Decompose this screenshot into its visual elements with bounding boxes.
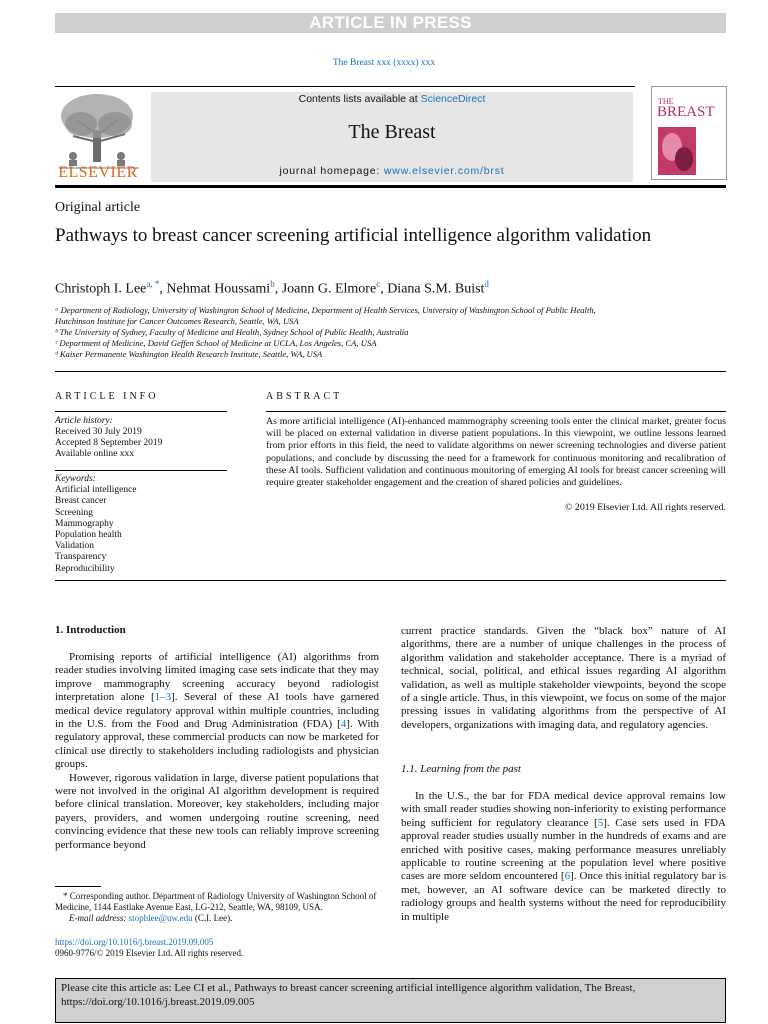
citation-text: Please cite this article as: Lee CI et al., Pathways to breast cancer screening artificial intelligence algorithm validation, The Breast, https://doi.org/10.1016/j.breast.2019.09.005 bbox=[61, 982, 636, 1008]
abstract-copyright: © 2019 Elsevier Ltd. All rights reserved. bbox=[564, 502, 726, 513]
keyword: Population health bbox=[55, 530, 122, 541]
journal-cover-thumbnail[interactable] bbox=[651, 86, 727, 180]
author-list bbox=[55, 279, 489, 298]
paragraph: In the U.S., the bar for FDA medical device approval remains low with small reader studies showing non-inferiority to existing performance being sufficient for regulatory clearance [5]. Case sets used in FDA approval reader studies usually number in the hundreds of exams and are enriched with positive cases, making performance measures unreliably applicable to routine screening at the population level where positive cases are more seldom encountered [6]. Once this initial regulatory bar is met, however, an AI software device can be marketed directly to radiology groups and health systems without the need for reproducibility in multiple bbox=[401, 790, 726, 923]
footnote bbox=[55, 891, 385, 924]
cover-image-icon bbox=[658, 127, 696, 175]
author-name[interactable]: Nehmat Houssami bbox=[166, 281, 271, 297]
abstract-heading: ABSTRACT bbox=[266, 391, 343, 402]
corresponding-author-note: * Corresponding author. Department of Radiology University of Washington School of Medicine, 1144 Eastlake Avenue East, LG-212, Seattle, WA, 98109, USA. bbox=[55, 891, 377, 912]
keywords-rule bbox=[55, 470, 227, 471]
history-item: Received 30 July 2019 bbox=[55, 427, 142, 437]
section-heading-introduction: 1. Introduction bbox=[55, 624, 126, 636]
publisher-wordmark: ELSEVIER bbox=[58, 164, 138, 181]
email-suffix: (C.I. Lee). bbox=[194, 913, 233, 923]
article-in-press-banner: ARTICLE IN PRESS bbox=[55, 13, 726, 33]
cover-breast-text: BREAST bbox=[657, 104, 715, 120]
contents-prefix: Contents lists available at bbox=[298, 93, 418, 105]
keyword: Transparency bbox=[55, 552, 107, 563]
reference-link[interactable]: 4 bbox=[340, 718, 347, 731]
email-link[interactable]: stophlee@uw.edu bbox=[128, 913, 193, 923]
author-name[interactable]: Joann G. Elmore bbox=[281, 281, 377, 297]
affiliation-line: ᵈ Kaiser Permanente Washington Health Research Institute, Seattle, WA, USA bbox=[55, 349, 323, 359]
author-affiliation-marker[interactable]: d bbox=[484, 279, 489, 289]
affiliation-line: Hutchinson Institute for Cancer Outcomes Research, Seattle, WA, USA bbox=[55, 316, 299, 326]
article-type: Original article bbox=[55, 200, 141, 215]
article-info-rule bbox=[55, 411, 227, 412]
author-name[interactable]: Christoph I. Lee bbox=[55, 281, 147, 297]
keywords-list bbox=[55, 474, 137, 575]
footnote-rule bbox=[55, 886, 101, 887]
affiliations bbox=[55, 305, 735, 360]
journal-citation-link[interactable]: The Breast xxx (xxxx) xxx bbox=[332, 58, 436, 68]
history-item: Accepted 8 September 2019 bbox=[55, 438, 163, 448]
header-rule-top bbox=[55, 86, 635, 87]
sciencedirect-link[interactable]: ScienceDirect bbox=[420, 93, 486, 105]
keyword: Validation bbox=[55, 541, 95, 552]
paragraph: current practice standards. Given the “black box” nature of AI algorithms, there are a number of unique challenges in the process of algorithm validation and stakeholder acceptance. There is a myriad of technical, social, political, and ethical issues regarding AI algorithm validation, as well as multiple stakeholder viewpoints, beyond the scope of a single article. Thus, in this viewpoint, we focus on some of the major pressing issues in validating algorithms from the perspective of AI developers, organizations with imaging data, and regulatory agencies. bbox=[401, 625, 726, 731]
body-column-left bbox=[55, 651, 379, 852]
abstract-text: As more artificial intelligence (AI)-enhanced mammography screening tools enter the clinical market, greater focus will be placed on external validation in diverse patient populations. In this viewpoint, we outline lessons learned from prior efforts in this field, the need to validate algorithms on newer screening technologies and diverse patient populations, and conclude by discussing the need for a framework for continuous monitoring and recalibration of these AI tools. Sufficient validation and continuous monitoring of emerging AI tools for breast cancer screening will require greater stakeholder engagement and the creation of shared policies and guidelines. bbox=[266, 416, 726, 489]
affiliation-line: ᶜ Department of Medicine, David Geffen School of Medicine at UCLA, Los Angeles, CA, USA bbox=[55, 338, 377, 348]
header-rule-bottom bbox=[55, 185, 726, 188]
body-column-right-continued bbox=[401, 790, 726, 924]
cover-the-text: THE bbox=[658, 97, 674, 106]
paragraph: However, rigorous validation in large, diverse patient populations that were not involved in the original AI algorithm development is required before clinical translation. Moreover, key stakeholders, including major payers, providers, and women undergoing routine screening, need convincing evidence that these new tools can reliably improve screening performance beyond bbox=[55, 771, 379, 851]
abstract-rule bbox=[266, 411, 726, 412]
section-rule bbox=[55, 371, 726, 372]
keyword: Reproducibility bbox=[55, 563, 115, 574]
history-item: Available online xxx bbox=[55, 449, 134, 459]
reference-link[interactable]: 1–3 bbox=[154, 691, 172, 704]
journal-title: The Breast bbox=[348, 121, 436, 143]
elsevier-logo[interactable] bbox=[55, 90, 145, 182]
keyword: Breast cancer bbox=[55, 496, 107, 507]
homepage-prefix: journal homepage: bbox=[279, 165, 381, 177]
author-separator: , bbox=[274, 281, 282, 297]
contents-line bbox=[151, 93, 633, 105]
keyword: Screening bbox=[55, 507, 93, 518]
author-separator: , bbox=[380, 281, 388, 297]
author-affiliation-marker[interactable]: b bbox=[270, 279, 275, 289]
section-rule bbox=[55, 580, 726, 581]
keywords-label: Keywords: bbox=[55, 474, 96, 484]
doi-block bbox=[55, 937, 243, 959]
reference-link[interactable]: 6 bbox=[564, 870, 571, 883]
article-history bbox=[55, 416, 162, 460]
paragraph: Promising reports of artificial intelligence (AI) algorithms from reader studies involving limited imaging case sets indicate that they may improve mammography screening accuracy beyond radiologist interpretation alone [1–3]. Several of these AI tools have garnered medical device regulatory approval within multiple countries, including in the U.S. from the Food and Drug Administration (FDA) [4]. With regulatory approval, these commercial products can now be marketed for clinical use directly to stakeholders including radiologists and physician groups. bbox=[55, 651, 379, 771]
affiliation-line: ᵃ Department of Radiology, University of Washington School of Medicine, Department of Health Services, University of Washington School of Public Health, bbox=[55, 305, 596, 315]
journal-homepage-line bbox=[151, 165, 633, 177]
author-affiliation-marker[interactable]: c bbox=[376, 279, 381, 289]
history-label: Article history: bbox=[55, 416, 113, 426]
author-separator: , bbox=[159, 281, 167, 297]
keyword: Artificial intelligence bbox=[55, 485, 137, 496]
issn-line: 0960-9776/© 2019 Elsevier Ltd. All rights reserved. bbox=[55, 948, 244, 958]
doi-link[interactable]: https://doi.org/10.1016/j.breast.2019.09.005 bbox=[55, 937, 214, 947]
article-info-heading: ARTICLE INFO bbox=[55, 391, 159, 402]
author-affiliation-marker[interactable]: a, * bbox=[146, 279, 160, 289]
article-title: Pathways to breast cancer screening artificial intelligence algorithm validation bbox=[55, 225, 652, 246]
reference-link[interactable]: 5 bbox=[597, 816, 604, 829]
homepage-link[interactable]: www.elsevier.com/brst bbox=[383, 165, 505, 177]
body-column-right bbox=[401, 625, 726, 732]
affiliation-line: ᵇ The University of Sydney, Faculty of Medicine and Health, Sydney School of Public Health, Australia bbox=[55, 327, 409, 337]
email-label: E-mail address: bbox=[69, 913, 127, 923]
subsection-heading: 1.1. Learning from the past bbox=[401, 763, 521, 775]
keyword: Mammography bbox=[55, 518, 114, 529]
author-name[interactable]: Diana S.M. Buist bbox=[387, 281, 485, 297]
